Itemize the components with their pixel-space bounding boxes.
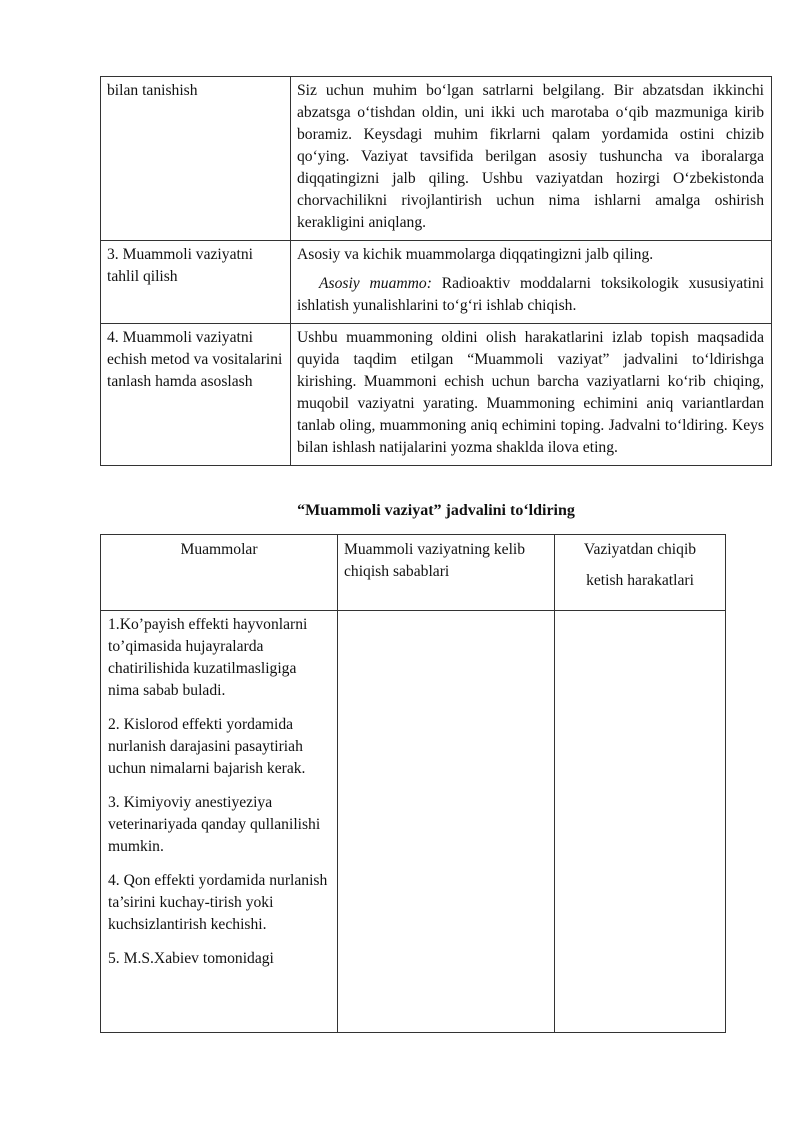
- problem-item: 2. Kislorod effekti yordamida nurlanish darajasini pasaytiriah uchun nimalarni bajarish kerak.: [108, 716, 306, 777]
- table-row: [101, 241, 772, 324]
- step-description: [291, 324, 772, 466]
- header-actions-line1: Vaziyatdan chiqib: [583, 541, 697, 558]
- step-text: Asosiy va kichik muammolarga diqqatingizni jalb qiling.: [297, 246, 654, 263]
- problem-item: 1.Ko’payish effekti hayvonlarni to’qimasida hujayralarda chatirilishida kuzatilmasligiga nima sabab buladi.: [108, 616, 308, 699]
- main-problem-paragraph: [297, 273, 764, 317]
- step-description: [291, 77, 772, 241]
- problem-item: 4. Qon effekti yordamida nurlanish ta’sirini kuchay-tirish yoki kuchsizlantirish kechishi.: [108, 872, 328, 933]
- table-row: [101, 611, 726, 1033]
- case-steps-table: [100, 76, 772, 466]
- step-description: [291, 241, 772, 324]
- header-causes: Muammoli vaziyatning kelib chiqish sabablari: [338, 535, 555, 611]
- problem-item: 3. Kimiyoviy anestiyeziya veterinariyada qanday qullanilishi mumkin.: [108, 794, 321, 855]
- table-row: [101, 324, 772, 466]
- problem-item: 5. M.S.Xabiev tomonidagi: [108, 950, 274, 967]
- problems-cell: [101, 611, 338, 1033]
- table-caption: “Muammoli vaziyat” jadvalini to‘ldiring: [297, 502, 575, 519]
- actions-cell-empty[interactable]: [555, 611, 726, 1033]
- step-text: Ushbu muammoning oldini olish harakatlarini izlab topish maqsadida quyida taqdim etilgan “Muammoli vaziyat” jadvalini to‘ldirishga kirishing. Muammoni echish uchun barcha vaziyatlarni ko‘rib chiqing, muqobil vaziyatni yarating. Muammoning echimini aniq variantlardan tanlab oling, muammoning aniq echimini toping. Jadvalni to‘ldiring. Keys bilan ishlash natijalarini yozma shaklda ilova eting.: [297, 329, 764, 456]
- problem-situation-table: [100, 534, 726, 1033]
- step-label: bilan tanishish: [101, 77, 291, 241]
- step-label: 4. Muammoli vaziyatni echish metod va vositalarini tanlash hamda asoslash: [101, 324, 291, 466]
- main-problem-text: Radioaktiv moddalarni toksikologik xususiyatini ishlatish yunalishlarini to‘g‘ri ishlab chiqish.: [297, 275, 764, 314]
- step-text: Siz uchun muhim bo‘lgan satrlarni belgilang. Bir abzatsdan ikkinchi abzatsga o‘tishdan oldin, uni ikki uch marotaba o‘qib mazmuniga kirib boramiz. Keysdagi muhim fikrlarni qalam yordamida ostini chizib qo‘ying. Vaziyat tavsifida berilgan asosiy tushuncha va iboralarga diqqatingizni jalb qiling. Ushbu vaziyatdan hozirgi O‘zbekistonda chorvachilikni rivojlantirish uchun nima ishlarni amalga oshirish kerakligini aniqlang.: [297, 82, 764, 231]
- step-label: 3. Muammoli vaziyatni tahlil qilish: [101, 241, 291, 324]
- header-actions: [555, 535, 726, 611]
- header-actions-line2: ketish harakatlari: [586, 572, 694, 589]
- header-row: [101, 535, 726, 611]
- header-problems: Muammolar: [101, 535, 338, 611]
- table-row: [101, 77, 772, 241]
- causes-cell-empty[interactable]: [338, 611, 555, 1033]
- main-problem-label: Asosiy muammo:: [319, 275, 432, 292]
